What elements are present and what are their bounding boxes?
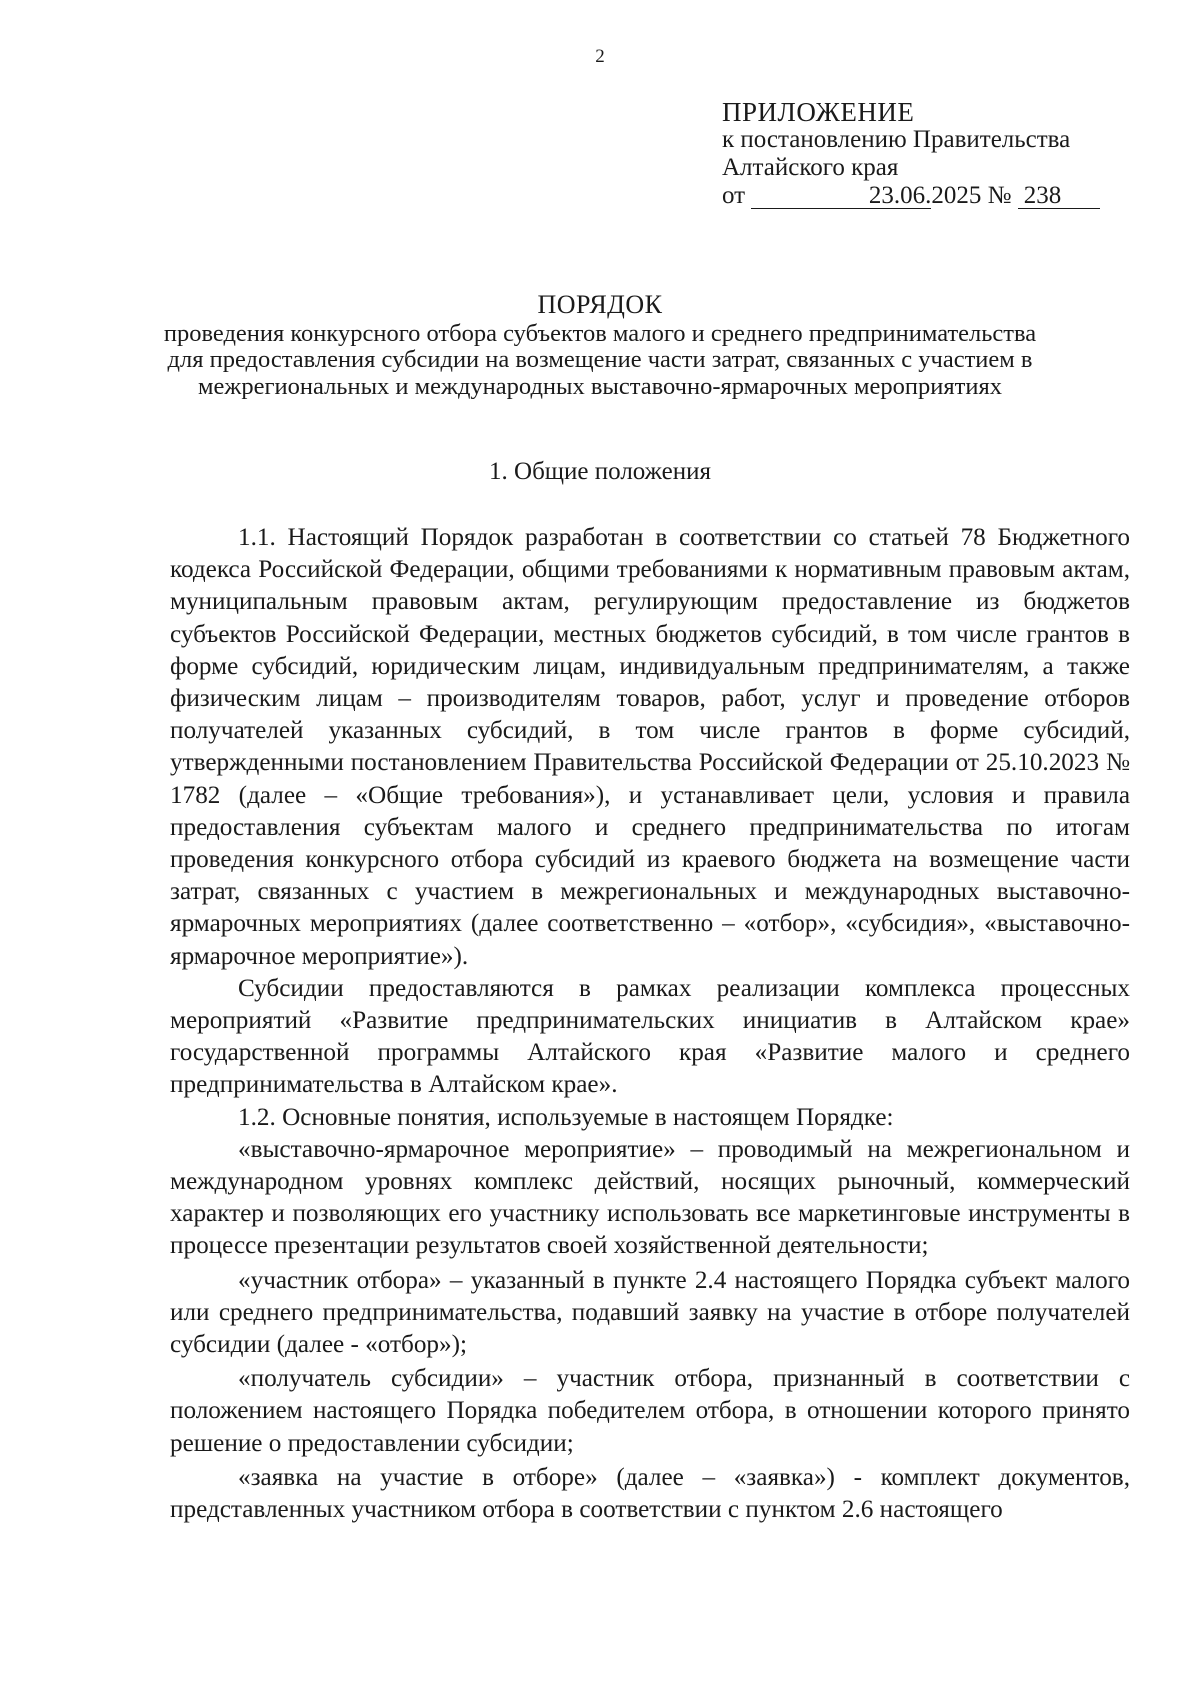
definition-selection-participant: «участник отбора» – указанный в пункте 2.4 настоящего Порядка субъект малого или среднего предпринимательства, подавший заявку на участие в отборе получателей субсидии (далее - «отбор»); (170, 1266, 1130, 1359)
paragraph-subsidies: Субсидии предоставляются в рамках реализации комплекса процессных мероприятий «Развитие предпринимательских инициатив в Алтайском крае» государственной программы Алтайского края «Развитие малого и среднего предпринимательства в Алтайском крае». (170, 974, 1130, 1099)
date-prefix: от (722, 182, 746, 209)
document-number: 238 (1023, 182, 1062, 209)
document-subtitle: проведения конкурсного отбора субъектов малого и среднего предпринимательства для предоставления субсидии на возмещение части затрат, связанных с участием в межрегиональных и международных выставочно-ярмарочных мероприятиях (163, 319, 1037, 400)
definition-subsidy-recipient: «получатель субсидии» – участник отбора, признанный в соответствии с положением настоящего Порядка победителем отбора, в отношении которого принято решение о предоставлении субсидии; (170, 1365, 1130, 1457)
date-year: 2025 (931, 182, 982, 209)
paragraph-1-2: 1.2. Основные понятия, используемые в настоящем Порядке: (238, 1103, 894, 1131)
definition-application: «заявка на участие в отборе» (далее – «заявка») - комплект документов, представленных участником отбора в соответствии с пунктом 2.6 настоящего (170, 1463, 1130, 1524)
section-title: 1. Общие положения (489, 458, 711, 485)
definition-exhibition-event: «выставочно-ярмарочное мероприятие» – проводимый на межрегиональном и международном уровнях комплекс действий, носящих рыночный, коммерческий характер и позволяющих его участнику использовать все маркетинговые инструменты в процессе презентации результатов своей хозяйственной деятельности; (170, 1135, 1130, 1260)
appendix-block (722, 98, 1100, 210)
paragraph-1-1: 1.1. Настоящий Порядок разработан в соответствии со статьей 78 Бюджетного кодекса Российской Федерации, общими требованиями к нормативным правовым актам, муниципальным правовым актам, регулирующим предоставление из бюджетов субъектов Российской Федерации, местных бюджетов субсидий, в том числе грантов в форме субсидий, юридическим лицам, индивидуальным предпринимателям, а также физическим лицам – производителям товаров, работ, услуг и проведение отборов получателей указанных субсидий, в том числе грантов в форме субсидий, утвержденными постановлением Правительства Российской Федерации от 25.10.2023 № 1782 (далее – «Общие требования»), и устанавливает цели, условия и правила предоставления субъектам малого и среднего предпринимательства по итогам проведения конкурсного отбора субсидий из краевого бюджета на возмещение части затрат, связанных с участием в межрегиональных и международных выставочно-ярмарочных мероприятиях (далее соответственно – «отбор», «субсидия», «выставочно-ярмарочное мероприятие»). (170, 524, 1130, 970)
date-field (751, 184, 931, 209)
date-value: 23.06. (868, 182, 932, 209)
document-heading (150, 292, 1050, 400)
appendix-line-2: Алтайского края (722, 154, 899, 181)
appendix-title: ПРИЛОЖЕНИЕ (722, 97, 915, 127)
body-text (170, 522, 1130, 1526)
page-number: 2 (595, 46, 605, 67)
number-sign: № (987, 182, 1012, 209)
number-field (1018, 184, 1100, 209)
appendix-date-line (722, 182, 1100, 210)
appendix-line-1: к постановлению Правительства (722, 126, 1071, 153)
document-title: ПОРЯДОК (537, 290, 663, 319)
